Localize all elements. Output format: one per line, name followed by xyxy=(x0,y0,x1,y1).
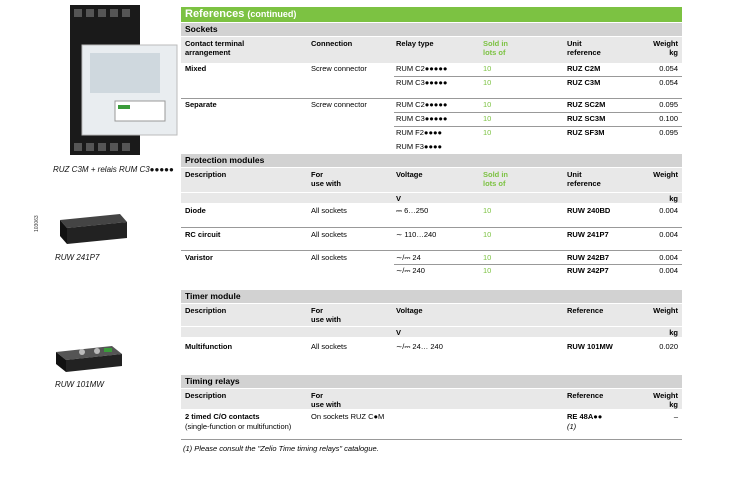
table-cell: 10 xyxy=(483,266,492,275)
title-bar xyxy=(181,7,682,22)
section-timing-relays xyxy=(181,375,682,388)
table-cell: (single-function or multifunction) xyxy=(185,422,292,431)
table-cell: Weight xyxy=(653,39,678,48)
table-cell: Description xyxy=(185,391,227,400)
footnote: (1) Please consult the "Zelio Time timing relays" catalogue. xyxy=(183,444,379,453)
table-cell: Screw connector xyxy=(311,64,367,73)
protection-header xyxy=(181,168,682,192)
table-cell: RUM F3●●●● xyxy=(396,142,443,151)
table-cell: 10 xyxy=(483,206,492,215)
table-cell: For xyxy=(311,306,324,315)
table-cell: RUM C3●●●●● xyxy=(396,78,448,87)
table-row xyxy=(181,412,682,436)
table-cell: Voltage xyxy=(396,306,423,315)
page-title: References xyxy=(185,8,245,20)
table-cell: ∼/⎓ 24… 240 xyxy=(396,342,443,351)
row-divider xyxy=(394,112,682,113)
section-timer-module xyxy=(181,290,682,303)
table-cell: ∼/⎓ 240 xyxy=(396,266,425,275)
table-cell: (1) xyxy=(567,422,577,431)
table-cell: Unit xyxy=(567,170,582,179)
row-divider xyxy=(181,250,682,251)
table-cell: For xyxy=(311,170,324,179)
table-cell: RUM C2●●●●● xyxy=(396,64,448,73)
table-cell: RC circuit xyxy=(185,230,221,239)
table-cell: 10 xyxy=(483,253,492,262)
table-cell: RUW 101MW xyxy=(567,342,613,351)
row-divider xyxy=(181,98,682,99)
table-cell: 0.095 xyxy=(659,128,678,137)
table-cell: use with xyxy=(311,315,342,324)
table-cell: Contact terminal xyxy=(185,39,245,48)
table-cell: Screw connector xyxy=(311,100,367,109)
table-cell: On sockets RUZ C●M xyxy=(311,412,385,421)
table-cell: Sold in xyxy=(483,39,508,48)
timing-header xyxy=(181,389,682,409)
table-cell: Description xyxy=(185,170,227,179)
table-cell: Voltage xyxy=(396,170,423,179)
section-sockets xyxy=(181,23,682,36)
table-row xyxy=(181,78,682,90)
table-cell: All sockets xyxy=(311,342,347,351)
row-divider xyxy=(394,76,682,77)
timer-caption: RUW 101MW xyxy=(55,380,104,389)
protection-units xyxy=(181,193,682,203)
table-cell: Multifunction xyxy=(185,342,233,351)
table-row xyxy=(181,64,682,76)
table-row xyxy=(181,114,682,126)
table-cell: use with xyxy=(311,179,342,188)
page-title-suffix: (continued) xyxy=(247,9,297,19)
protection-module-image xyxy=(55,210,130,248)
table-cell: Reference xyxy=(567,306,604,315)
table-cell: kg xyxy=(669,48,678,57)
table-cell: RUW 242B7 xyxy=(567,253,610,262)
table-cell: RUZ SC3M xyxy=(567,114,606,123)
table-cell: 0.054 xyxy=(659,64,678,73)
table-cell: RUW 242P7 xyxy=(567,266,609,275)
table-cell: 0.100 xyxy=(659,114,678,123)
table-cell: RUZ C2M xyxy=(567,64,601,73)
table-cell: 10 xyxy=(483,128,492,137)
table-cell: Timer module xyxy=(185,291,241,301)
table-cell: 0.095 xyxy=(659,100,678,109)
table-cell: 10 xyxy=(483,114,492,123)
table-row xyxy=(181,230,682,242)
table-cell: All sockets xyxy=(311,206,347,215)
table-cell: RUZ C3M xyxy=(567,78,601,87)
timer-header xyxy=(181,304,682,326)
row-divider xyxy=(394,264,682,265)
table-cell: Unit xyxy=(567,39,582,48)
table-cell: Diode xyxy=(185,206,206,215)
table-cell: All sockets xyxy=(311,253,347,262)
table-cell: 10 xyxy=(483,230,492,239)
table-cell: Reference xyxy=(567,391,604,400)
table-cell: RUZ SF3M xyxy=(567,128,605,137)
table-cell: lots of xyxy=(483,48,506,57)
table-cell: RUZ SC2M xyxy=(567,100,606,109)
table-cell: V xyxy=(396,194,402,203)
table-cell: 0.020 xyxy=(659,342,678,351)
table-cell: Sold in xyxy=(483,170,508,179)
table-cell: Sockets xyxy=(185,24,218,34)
table-cell: RUM C2●●●●● xyxy=(396,100,448,109)
relay-caption: RUZ C3M + relais RUM C3●●●●● xyxy=(53,165,174,174)
table-cell: ⎓ 6…250 xyxy=(396,206,429,215)
table-row xyxy=(181,342,682,354)
table-row xyxy=(181,142,682,154)
table-row xyxy=(181,266,682,278)
timer-module-image xyxy=(52,340,127,375)
table-cell: Timing relays xyxy=(185,376,240,386)
table-cell: Protection modules xyxy=(185,155,265,165)
table-cell: 10 xyxy=(483,64,492,73)
table-cell: RUM C3●●●●● xyxy=(396,114,448,123)
table-cell: 10 xyxy=(483,78,492,87)
table-cell: 0.004 xyxy=(659,206,678,215)
table-cell: kg xyxy=(669,328,678,337)
table-cell: lots of xyxy=(483,179,506,188)
table-cell: Separate xyxy=(185,100,217,109)
table-cell: RE 48A●● xyxy=(567,412,603,421)
table-cell: reference xyxy=(567,48,601,57)
table-cell: RUM F2●●●● xyxy=(396,128,443,137)
table-cell: 0.054 xyxy=(659,78,678,87)
table-cell: V xyxy=(396,328,402,337)
table-row xyxy=(181,100,682,112)
table-cell: kg xyxy=(669,194,678,203)
table-cell: 2 timed C/O contacts xyxy=(185,412,260,421)
table-cell: kg xyxy=(669,400,678,409)
protection-caption: RUW 241P7 xyxy=(55,253,100,262)
table-cell: arrangement xyxy=(185,48,231,57)
table-cell: Mixed xyxy=(185,64,207,73)
row-divider xyxy=(394,126,682,127)
row-divider xyxy=(181,439,682,440)
section-protection-modules xyxy=(181,154,682,167)
table-cell: – xyxy=(673,412,678,421)
table-row xyxy=(181,128,682,140)
table-cell: 0.004 xyxy=(659,253,678,262)
table-row xyxy=(181,206,682,218)
table-cell: Weight xyxy=(653,306,678,315)
table-cell: For xyxy=(311,391,324,400)
product-images xyxy=(0,0,180,477)
table-cell: 0.004 xyxy=(659,266,678,275)
table-cell: RUW 241P7 xyxy=(567,230,609,239)
table-cell: ∼ 110…240 xyxy=(396,230,437,239)
table-cell: 0.004 xyxy=(659,230,678,239)
row-divider xyxy=(181,227,682,228)
table-cell: Relay type xyxy=(396,39,434,48)
table-cell: Weight xyxy=(653,170,678,179)
table-cell: reference xyxy=(567,179,601,188)
table-cell: Varistor xyxy=(185,253,213,262)
timer-units xyxy=(181,327,682,337)
table-cell: RUW 240BD xyxy=(567,206,611,215)
table-cell: Weight xyxy=(653,391,678,400)
table-cell: All sockets xyxy=(311,230,347,239)
image-reference-tag: 103063 xyxy=(34,215,40,232)
table-cell: Description xyxy=(185,306,227,315)
table-cell: Connection xyxy=(311,39,353,48)
table-cell: 10 xyxy=(483,100,492,109)
relay-socket-image xyxy=(60,5,180,160)
table-cell: ∼/⎓ 24 xyxy=(396,253,421,262)
sockets-header xyxy=(181,37,682,63)
table-cell: use with xyxy=(311,400,342,409)
